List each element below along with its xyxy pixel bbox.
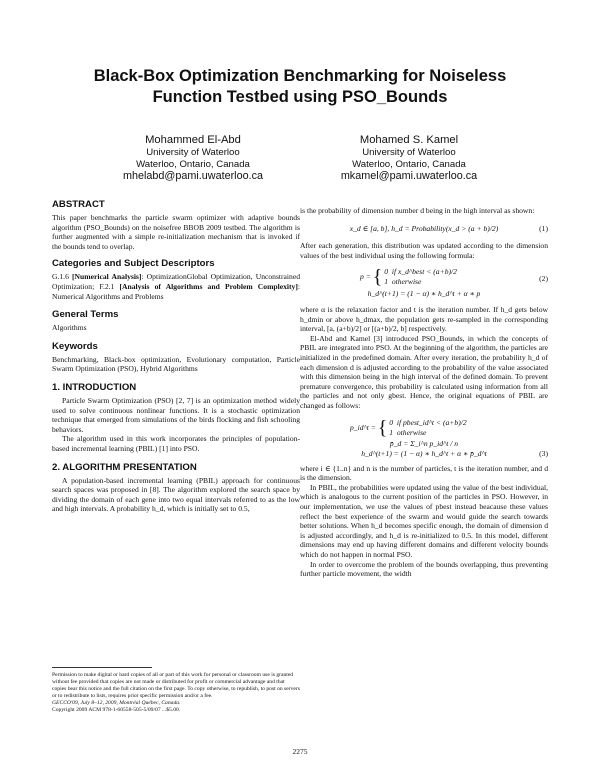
author-affiliation: University of Waterloo xyxy=(146,147,240,158)
abstract-text: This paper benchmarks the particle swarm optimizer with adaptive bounds algorithm (PSO_Bounds) on the noisefree BBOB 2009 testbed. The algorithm is further augmented with a simple re-initialization mechanism that is invoked if the bounds tend to overlap. xyxy=(52,213,300,251)
right-paragraph-1: After each generation, this distribution was updated according to the dimension values of the best individual using the following formula: xyxy=(300,241,548,260)
keywords-heading: Keywords xyxy=(52,340,98,352)
author-email: mkamel@pami.uwaterloo.ca xyxy=(340,170,478,182)
general-terms-text: Algorithms xyxy=(52,323,87,333)
footnote-copyright: Copyright 2009 ACM 978-1-60558-505-5/09/07 ...$5.00. xyxy=(52,707,181,713)
abstract-heading: ABSTRACT xyxy=(52,199,105,210)
equation-3-number: (3) xyxy=(539,449,548,459)
author-location: Waterloo, Ontario, Canada xyxy=(352,158,466,170)
equation-2: p = { 0 if x_d^best < (a+b)/2 1 otherwise (2) xyxy=(360,266,548,289)
right-paragraph-5: In PBIL, the probabilities were updated using the value of the best individual, which is analogous to the current position of the particles in PSO. However, in our implementation, we use the values of pbest instead beacause these values reflect the best experience of the swarm and would guide the search towards better solutions. When h_d becomes specific enough, the domain of dimension d is adjusted accordingly, and h_d is re-initialized to 0.5. In this model, different dimensions may end up having different domains and different velocity bounds which do not happen in normal PSO. xyxy=(300,482,548,560)
equation-1: x_d ∈ [a, b], h_d = Probability(x_d > (a + b)/2) (1) xyxy=(349,223,548,233)
footnote-rule xyxy=(52,667,152,668)
equation-2-number: (2) xyxy=(539,274,548,284)
keywords-text: Benchmarking, Black-box optimization, Evolutionary computation, Particle Swarm Optimization (PSO), Hybrid Algorithms xyxy=(52,354,300,374)
right-column xyxy=(300,206,548,579)
equation-3b: p̄_d = Σ_i^n p_id^t / n xyxy=(389,438,459,448)
author-affiliation: University of Waterloo xyxy=(362,147,456,158)
intro-heading: 1. INTRODUCTION xyxy=(52,381,137,393)
equation-3c: h_d^(t+1) = (1 − α) ∗ h_d^t + α ∗ p̄_d^t (3) xyxy=(361,449,548,459)
left-column xyxy=(52,199,300,514)
categories-text: G.1.6 [Numerical Analysis]: OptimizationGlobal Optimization, Unconstrained Optimization; F.2.1 [Analysis of Algorithms and Problem Complexity]: Numerical Algorithms and Problems xyxy=(52,272,301,301)
equation-3: p_id^t = { 0 if pbest_id^t < (a+b)/2 1 otherwise xyxy=(350,416,467,439)
equation-2b: h_d^(t+1) = (1 − α) ∗ h_d^t + α ∗ p xyxy=(367,289,481,299)
footnote-text: Permission to make digital or hard copies of all or part of this work for personal or classroom use is granted without fee provided that copies are not made or distributed for profit or commercial advantage and that copies bear this notice and the full citation on the first page. To copy otherwise, to republish, to post on servers or to redistribute to lists, requires prior specific permission and/or a fee. xyxy=(52,672,300,699)
footnote-conference: GECCO'09, July 8–12, 2009, Montréal Québec, Canada. xyxy=(52,700,181,706)
footnote xyxy=(52,667,300,714)
categories-heading: Categories and Subject Descriptors xyxy=(52,258,215,270)
intro-paragraph-1: Particle Swarm Optimization (PSO) [2, 7] is an optimization method widely used to solve continuous nonlinear functions. It is a stochastic optimization technique that emerged from simulations of the birds flocking and fish schooling behaviors. xyxy=(52,395,300,434)
equation-1-number: (1) xyxy=(539,223,548,233)
paper-title xyxy=(0,66,600,108)
title-line-1: Black-Box Optimization Benchmarking for Noiseless xyxy=(93,67,507,85)
algo-heading: 2. ALGORITHM PRESENTATION xyxy=(52,461,197,473)
title-line-2: Function Testbed using PSO_Bounds xyxy=(152,88,448,106)
author-name: Mohammed El-Abd xyxy=(145,134,241,146)
right-paragraph-0: is the probability of dimension number d being in the high interval as shown: xyxy=(300,206,535,215)
intro-paragraph-2: The algorithm used in this work incorporates the principles of population-based incremental learning (PBIL) [1] into PSO. xyxy=(52,434,300,453)
right-paragraph-2: where α is the relaxation factor and t is the iteration number. If h_d gets below h_dmin or above h_dmax, the population gets re-sampled in the corresponding interval, [a, (a+b)/2] or [(a+b)/2, b] respectively. xyxy=(300,304,548,334)
author-block-2 xyxy=(304,134,514,182)
algo-paragraph-1: A population-based incremental learning (PBIL) approach for continuous search spaces was proposed in [8]. The algorithm explored the search space by dividing the domain of each gene into two equal intervals referred to as the low and high intervals. A probability h_d, which is initially set to 0.5, xyxy=(52,475,300,514)
right-paragraph-4: where i ∈ {1..n} and n is the number of particles, t is the iteration number, and d is the dimension. xyxy=(300,463,548,483)
author-location: Waterloo, Ontario, Canada xyxy=(136,158,250,170)
general-terms-heading: General Terms xyxy=(52,309,119,321)
author-email: mhelabd@pami.uwaterloo.ca xyxy=(123,170,263,182)
author-name: Mohamed S. Kamel xyxy=(359,134,459,146)
right-paragraph-3: El-Abd and Kamel [3] introduced PSO_Bounds, in which the concepts of PBIL are integrated into PSO. At the beginning of the algorithm, the particles are initialized in the predefined domain. After every iteration, the probability h_d of each dimension d is adjusted according to the probability of the value associated with this dimension being in the high interval of the defined domain. To prevent premature convergence, this probability is calculated using information from all the particles and not only gbest. Hence, the original equations of PBIL are changed as follows: xyxy=(300,333,548,410)
right-paragraph-6: In order to overcome the problem of the bounds overlapping, thus preventing further particle movement, the width xyxy=(300,559,548,579)
author-block-1 xyxy=(88,134,298,182)
page-number: 2275 xyxy=(292,747,308,756)
